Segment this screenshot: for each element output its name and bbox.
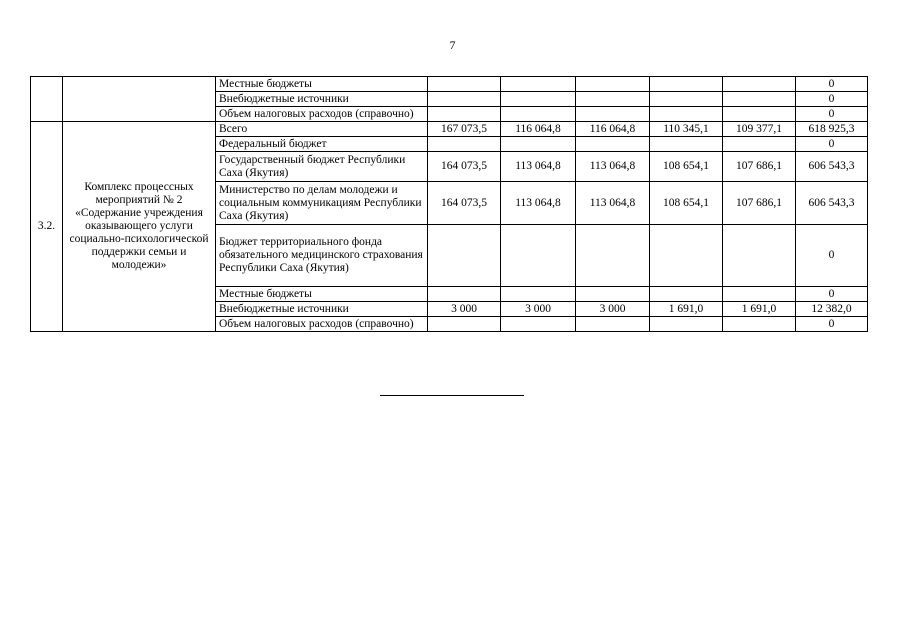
value-cell: 107 686,1	[723, 182, 796, 225]
value-cell: 1 691,0	[650, 302, 723, 317]
funding-source-cell: Всего	[216, 122, 428, 137]
value-cell	[576, 225, 650, 287]
value-cell	[723, 317, 796, 332]
value-cell: 0	[796, 225, 868, 287]
value-cell	[428, 107, 501, 122]
value-cell: 113 064,8	[501, 182, 576, 225]
value-cell	[576, 92, 650, 107]
value-cell: 12 382,0	[796, 302, 868, 317]
funding-source-cell: Местные бюджеты	[216, 287, 428, 302]
value-cell	[723, 92, 796, 107]
value-cell	[650, 77, 723, 92]
value-cell: 3 000	[576, 302, 650, 317]
value-cell: 1 691,0	[723, 302, 796, 317]
value-cell	[501, 77, 576, 92]
funding-source-cell: Государственный бюджет Республики Саха (Якутия)	[216, 152, 428, 182]
value-cell	[501, 317, 576, 332]
value-cell: 116 064,8	[576, 122, 650, 137]
value-cell	[650, 107, 723, 122]
value-cell	[576, 317, 650, 332]
value-cell	[723, 107, 796, 122]
value-cell: 113 064,8	[576, 182, 650, 225]
value-cell: 0	[796, 137, 868, 152]
value-cell: 0	[796, 77, 868, 92]
value-cell: 108 654,1	[650, 152, 723, 182]
value-cell: 116 064,8	[501, 122, 576, 137]
value-cell: 167 073,5	[428, 122, 501, 137]
name-cell-empty	[63, 77, 216, 122]
value-cell: 164 073,5	[428, 182, 501, 225]
section-index-cell: 3.2.	[31, 122, 63, 332]
value-cell: 618 925,3	[796, 122, 868, 137]
value-cell: 107 686,1	[723, 152, 796, 182]
value-cell	[576, 287, 650, 302]
value-cell: 606 543,3	[796, 182, 868, 225]
budget-table	[30, 76, 868, 332]
value-cell: 109 377,1	[723, 122, 796, 137]
value-cell: 0	[796, 287, 868, 302]
value-cell: 108 654,1	[650, 182, 723, 225]
value-cell	[428, 287, 501, 302]
funding-source-cell: Местные бюджеты	[216, 77, 428, 92]
value-cell: 0	[796, 92, 868, 107]
page-number: 7	[449, 38, 456, 52]
budget-table-body	[31, 77, 868, 332]
table-row	[31, 77, 868, 92]
value-cell	[650, 317, 723, 332]
value-cell	[650, 225, 723, 287]
value-cell	[428, 77, 501, 92]
value-cell: 3 000	[428, 302, 501, 317]
value-cell	[501, 137, 576, 152]
funding-source-cell: Бюджет территориального фонда обязательного медицинского страхования Республики Саха (Якутия)	[216, 225, 428, 287]
value-cell: 606 543,3	[796, 152, 868, 182]
value-cell	[723, 137, 796, 152]
value-cell	[428, 137, 501, 152]
value-cell	[576, 107, 650, 122]
value-cell: 3 000	[501, 302, 576, 317]
funding-source-cell: Внебюджетные источники	[216, 92, 428, 107]
value-cell: 164 073,5	[428, 152, 501, 182]
value-cell: 0	[796, 317, 868, 332]
funding-source-cell: Объем налоговых расходов (справочно)	[216, 317, 428, 332]
table-row	[31, 122, 868, 137]
value-cell	[501, 107, 576, 122]
index-cell-empty	[31, 77, 63, 122]
value-cell	[650, 287, 723, 302]
value-cell	[428, 317, 501, 332]
footer-divider	[380, 395, 524, 396]
funding-source-cell: Объем налоговых расходов (справочно)	[216, 107, 428, 122]
value-cell: 113 064,8	[501, 152, 576, 182]
value-cell	[723, 225, 796, 287]
funding-source-cell: Министерство по делам молодежи и социальным коммуникациям Республики Саха (Якутия)	[216, 182, 428, 225]
value-cell	[428, 92, 501, 107]
funding-source-cell: Федеральный бюджет	[216, 137, 428, 152]
value-cell	[576, 137, 650, 152]
funding-source-cell: Внебюджетные источники	[216, 302, 428, 317]
value-cell	[501, 225, 576, 287]
value-cell: 113 064,8	[576, 152, 650, 182]
value-cell	[428, 225, 501, 287]
value-cell: 0	[796, 107, 868, 122]
section-name-cell: Комплекс процессных мероприятий № 2 «Содержание учреждения оказывающего услуги социально-психологической поддержки семьи и молодежи»	[63, 122, 216, 332]
value-cell	[650, 137, 723, 152]
value-cell	[723, 287, 796, 302]
value-cell	[501, 287, 576, 302]
value-cell	[723, 77, 796, 92]
value-cell	[576, 77, 650, 92]
value-cell: 110 345,1	[650, 122, 723, 137]
value-cell	[650, 92, 723, 107]
value-cell	[501, 92, 576, 107]
